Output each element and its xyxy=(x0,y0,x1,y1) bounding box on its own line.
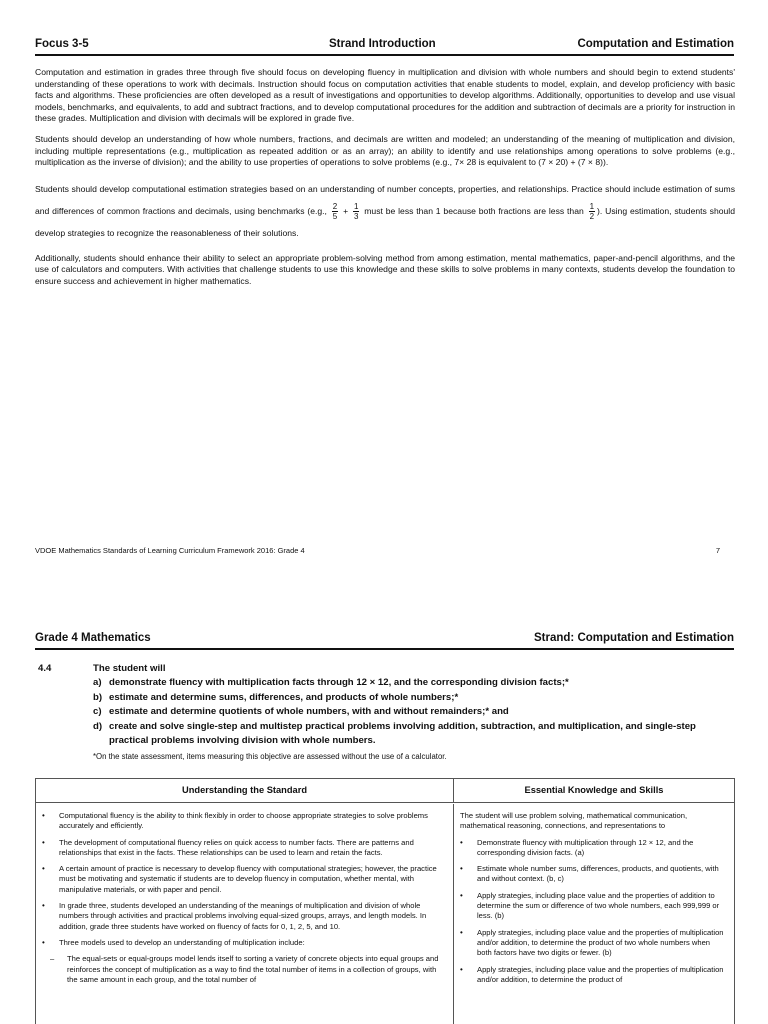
footer-source: VDOE Mathematics Standards of Learning Curriculum Framework 2016: Grade 4 xyxy=(35,546,305,555)
standard-item-c: c) estimate and determine quotients of whole numbers, with and without remainders;* and xyxy=(93,706,509,717)
standard-intro: The student will xyxy=(93,663,166,674)
header-grade: Grade 4 Mathematics xyxy=(35,632,151,644)
header-strand-name: Computation and Estimation xyxy=(577,38,734,50)
page-number: 7 xyxy=(715,546,720,555)
list-item: • Computational fluency is the ability to think flexibly in order to choose appropriate strategies to solve problems accurately and efficiently. xyxy=(42,811,428,831)
page-header xyxy=(35,630,734,650)
list-item: • Apply strategies, including place value and the properties of addition to determine the sum or difference of two whole numbers, each 999,999 or less. (b) xyxy=(460,890,720,921)
fraction-two-fifths: $\frac{2}{5}$ xyxy=(332,201,338,221)
list-item: • Estimate whole number sums, differences, products, and quotients, with and without context. (b, c) xyxy=(460,864,719,884)
page-header xyxy=(35,36,734,56)
list-item: • In grade three, students developed an understanding of the meanings of multiplication and division of whole numbers through activities and practical problems involving equal-sized groups, arrays, and length models. In addition, grade three students have worked on fluency of facts for 0, 1, 2, 5, and 10. xyxy=(42,901,427,931)
standard-item-b: b) estimate and determine sums, differences, and products of whole numbers;* xyxy=(93,691,459,703)
list-item: • Apply strategies, including place value and the properties of multiplication and/or addition, to determine the product of xyxy=(460,964,724,984)
header-strand-intro: Strand Introduction xyxy=(329,38,436,50)
standard-number: 4.4 xyxy=(38,663,52,674)
standard-item-d: d) create and solve single-step and multistep practical problems involving addition, subtraction, and multiplication, and single-step practical problems involving division with whole numbers. xyxy=(93,720,696,746)
list-item: • Demonstrate fluency with multiplication through 12 × 12, and the corresponding division facts. (a) xyxy=(460,837,694,857)
sub-list-item: – The equal-sets or equal-groups model lends itself to sorting a variety of concrete objects into equal groups and reinforces the concept of multiplication as a way to find the total number of items in a collection of groups, with the same amount in each group, and the total number of xyxy=(50,954,439,984)
paragraph-1: Computation and estimation in grades three through five should focus on developing fluency in multiplication and division with whole numbers and should begin to extend students' understanding of these operations to work with decimals. Instruction should focus on computation activities that enable students to model, explain, and develop proficiency with basic facts and algorithms. These proficiencies are often developed as a result of investigations and opportunities to develop algorithms. Additionally, opportunities to develop and use visual models, benchmarks, and equivalents, to add and subtract fractions, and to develop computational procedures for the addition and subtraction of decimals are a priority for instruction in these grades. Multiplication and division with decimals will be explored in grade five. xyxy=(35,67,735,124)
assessment-note: *On the state assessment, items measuring this objective are assessed without the use of a calculator. xyxy=(93,752,447,761)
fraction-one-half: $\frac{1}{2}$ xyxy=(589,201,595,221)
header-strand: Strand: Computation and Estimation xyxy=(534,632,734,644)
paragraph-4: Additionally, students should enhance their ability to select an appropriate problem-solving method from among estimation, mental mathematics, paper-and-pencil algorithms, and the use of calculators and computers. With activities that challenge students to use this knowledge and these skills to solve problems in many contexts, students develop the foundation to ensure success and achievement in higher mathematics. xyxy=(35,252,735,286)
understanding-column xyxy=(36,804,454,1024)
list-item: • Three models used to develop an understanding of multiplication include: xyxy=(42,937,305,947)
list-item: • Apply strategies, including place value and the properties of multiplication and/or addition, to determine the product of two whole numbers when both factors have two digits or fewer. (b) xyxy=(460,927,724,958)
page-eight xyxy=(0,620,768,1024)
header-focus: Focus 3-5 xyxy=(35,38,89,50)
essential-knowledge-column xyxy=(454,804,734,991)
column-header-essential-knowledge: Essential Knowledge and Skills xyxy=(454,779,734,803)
strand-introduction-text xyxy=(35,67,735,297)
fraction-one-third: $\frac{1}{3}$ xyxy=(353,201,359,221)
standard-item-a: a) demonstrate fluency with multiplication facts through 12 × 12, and the corresponding division facts;* xyxy=(93,677,569,688)
column-header-understanding: Understanding the Standard xyxy=(36,779,454,803)
skills-intro: The student will use problem solving, mathematical communication, mathematical reasoning, connections, and representations to xyxy=(460,811,688,831)
paragraph-2: Students should develop an understanding of how whole numbers, fractions, and decimals are written and modeled; an understanding of the meaning of multiplication and division, including multiple representations (e.g., multiplication as repeated addition or as an array); an ability to identify and use relationships among operations to solve problems (e.g., multiplication as the inverse of division); and the ability to use properties of operations to solve problems (e.g., 7× 28 is equivalent to (7 × 20) + (7 × 8)). xyxy=(35,133,735,168)
page-footer xyxy=(35,546,734,555)
paragraph-3: Students should develop computational estimation strategies based on an understanding of number concepts, properties, and relationships. Practice should include estimation of sums and differences of common fractions and decimals, using benchmarks (e.g., $\frac{2}{5}$ + $\frac{1}{3}$ must be less than 1 because both fractions are less than $\frac{1}{2}$ ). Using estimation, students should develop strategies to recognize the reasonableness of their solutions. xyxy=(35,183,735,238)
standards-table xyxy=(35,778,735,1024)
list-item: • The development of computational fluency relies on quick access to number facts. There are patterns and relationships that exist in the facts. These relationships can be used to learn and retain the facts. xyxy=(42,837,414,857)
standard-items xyxy=(93,676,723,749)
list-item: • A certain amount of practice is necessary to develop fluency with computational strategies; however, the practice must be motivating and systematic if students are to develop fluency in computation, whether mental, with manipulative materials, or with paper and pencil. xyxy=(42,864,437,894)
